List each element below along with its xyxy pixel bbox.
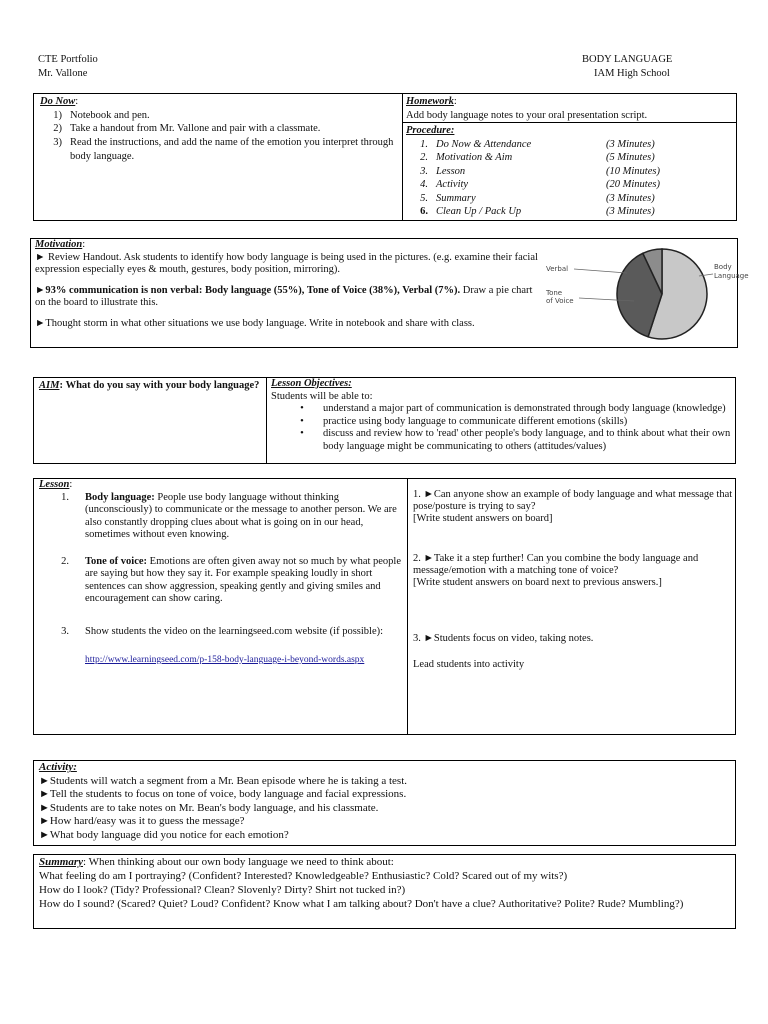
summary-question: How do I look? (Tidy? Professional? Clean? Slovenly? Dirty? Shirt not tucked in?) bbox=[39, 884, 406, 896]
do-now-item-text: Notebook and pen. bbox=[70, 109, 150, 121]
lesson-step-text: Emotions are often given away not so much by what people are saying but how they say it. For example speaking loudly in short sentences can show aggression, speaking gently and giving smiles and encouragement can show caring. bbox=[85, 555, 402, 604]
lesson-step-number: 1. bbox=[61, 491, 69, 503]
motivation-paragraph-3: ►Thought storm in what other situations we use body language. Write in notebook and share with class. bbox=[35, 317, 475, 329]
do-now-item-number: 3) bbox=[53, 136, 62, 148]
procedure-step bbox=[406, 205, 733, 219]
procedure-step bbox=[406, 165, 733, 179]
do-now-item-text: Take a handout from Mr. Vallone and pair with a classmate. bbox=[70, 123, 321, 135]
communication-stat: ►93% communication is non verbal: Body language (55%), Tone of Voice (38%), Verbal (7%). bbox=[35, 284, 461, 296]
lesson-heading: Lesson bbox=[39, 479, 70, 490]
objective-item bbox=[271, 416, 731, 429]
activity-line: ►What body language did you notice for each emotion? bbox=[39, 828, 289, 841]
summary-list bbox=[39, 869, 730, 911]
procedure-step-number: 1. bbox=[420, 138, 428, 150]
procedure-step-name: Clean Up / Pack Up bbox=[436, 206, 522, 218]
motivation-heading: Motivation bbox=[35, 239, 83, 250]
school-name: IAM High School bbox=[594, 67, 670, 79]
lesson-step bbox=[39, 492, 402, 542]
procedure-step-number: 6. bbox=[420, 206, 428, 218]
do-now-item bbox=[40, 136, 396, 163]
teacher-prompt bbox=[413, 489, 733, 525]
summary-question: How do I sound? (Scared? Quiet? Loud? Confident? Know what I am talking about? Don't have a clue? Authoritative? Polite? Rude? Mumbling?) bbox=[39, 898, 684, 910]
pie-label-tone-line2: of Voice bbox=[546, 297, 574, 305]
homework-heading: Homework bbox=[406, 96, 454, 107]
objectives-panel bbox=[271, 378, 731, 453]
lesson-step-title: Body language: bbox=[85, 491, 155, 503]
pie-instruction: Draw a pie chart on the board to illustrate this. bbox=[35, 284, 533, 308]
pie-label-body-line2: Language bbox=[714, 272, 749, 280]
do-now-item bbox=[40, 122, 396, 136]
procedure-step bbox=[406, 138, 733, 152]
procedure-step-time: (20 Minutes) bbox=[606, 179, 660, 191]
procedure-step-number: 4. bbox=[420, 179, 428, 191]
procedure-step-name: Lesson bbox=[436, 165, 466, 177]
lesson-step-text: People use body language without thinking (unconsciously) to communicate or the message to another person. We are also constantly dropping clues about what is going on in our head, sometimes without even knowing. bbox=[85, 491, 397, 540]
procedure-step bbox=[406, 178, 733, 192]
lesson-step bbox=[39, 556, 402, 606]
bullet-icon: • bbox=[300, 403, 304, 414]
teacher-prompts bbox=[413, 489, 733, 645]
objective-item bbox=[271, 428, 731, 453]
activity-heading: Activity: bbox=[39, 761, 77, 773]
summary-heading: Summary bbox=[39, 856, 84, 868]
pie-label-body-line1: Body bbox=[714, 263, 732, 271]
teacher-prompt bbox=[413, 553, 733, 589]
procedure-list bbox=[406, 138, 733, 219]
motivation-paragraph-2 bbox=[35, 285, 545, 310]
lesson-left-panel: Lesson: 1. Body language: People use body language without thinking (unconsciously) to communicate or the message to another person. We are also constantly dropping clues about what is going on in our head, sometimes without even knowing. 2. Tone of voice: Emotions are often given away not so much by what people are saying but how they say it. For example speaking loudly in short sentences can show aggression, speaking gently and giving smiles and encouragement can show caring. 3. Show students the video on the learningseed.com website (if possible): http://www.learningseed.com/p-158-body-language-i-beyond-words.aspx bbox=[34, 479, 408, 734]
lesson-step-content bbox=[85, 626, 383, 667]
procedure-step bbox=[406, 151, 733, 165]
header-right bbox=[582, 53, 672, 80]
procedure-step-time: (3 Minutes) bbox=[606, 138, 655, 150]
activity-list bbox=[39, 775, 730, 843]
procedure-panel bbox=[403, 123, 736, 220]
lesson-step-number: 3. bbox=[61, 625, 69, 637]
lesson-step-content bbox=[85, 492, 402, 542]
objective-text: practice using body language to communicate different emotions (skills) bbox=[323, 415, 628, 427]
pie-label-tone-line1: Tone bbox=[546, 289, 563, 297]
procedure-step-name: Motivation & Aim bbox=[436, 152, 513, 164]
teacher-prompt-question: 1. ►Can anyone show an example of body language and what message that pose/posture is trying to say? bbox=[413, 489, 733, 512]
do-now-list bbox=[40, 109, 396, 164]
lead-into-activity: Lead students into activity bbox=[413, 659, 525, 670]
lesson-step-number: 2. bbox=[61, 555, 69, 567]
procedure-step-name: Summary bbox=[436, 192, 476, 204]
do-now-item-number: 1) bbox=[53, 109, 62, 121]
aim-panel: AIM: What do you say with your body language? bbox=[34, 378, 267, 463]
do-now-item bbox=[40, 109, 396, 123]
procedure-step-time: (10 Minutes) bbox=[606, 165, 660, 177]
objectives-list bbox=[271, 403, 731, 453]
do-now-heading: Do Now bbox=[40, 96, 76, 107]
do-now-item-text: Read the instructions, and add the name of the emotion you interpret through body language. bbox=[70, 136, 394, 162]
lesson-step-content bbox=[85, 556, 402, 606]
teacher-prompt-note: [Write student answers on board next to previous answers.] bbox=[413, 577, 662, 588]
activity-line: ►Tell the students to focus on tone of voice, body language and facial expressions. bbox=[39, 788, 407, 800]
header-left bbox=[38, 53, 98, 80]
pie-leader-verbal bbox=[574, 269, 627, 273]
lesson-right-panel bbox=[413, 489, 733, 671]
activity-section bbox=[33, 760, 736, 846]
do-now-item-number: 2) bbox=[53, 123, 62, 135]
objectives-intro: Students will be able to: bbox=[271, 390, 373, 402]
objective-item bbox=[271, 403, 731, 416]
bullet-icon: • bbox=[300, 415, 304, 427]
course-name: CTE Portfolio bbox=[38, 54, 98, 65]
lesson-step-text: Show students the video on the learningseed.com website (if possible): bbox=[85, 625, 384, 637]
lesson-step bbox=[39, 626, 402, 667]
do-now-panel: Do Now: 1) Notebook and pen. 2) Take a handout from Mr. Vallone and pair with a classmate. 3) Read the instructions, and add the name of the emotion you interpret through body language. bbox=[34, 94, 403, 220]
procedure-step-time: (3 Minutes) bbox=[606, 206, 655, 218]
learningseed-video-link[interactable]: http://www.learningseed.com/p-158-body-language-i-beyond-words.aspx bbox=[85, 655, 365, 665]
lesson-steps bbox=[39, 492, 402, 667]
homework-text: Add body language notes to your oral presentation script. bbox=[406, 109, 648, 121]
procedure-step bbox=[406, 192, 733, 206]
activity-line: ►Students are to take notes on Mr. Bean's body language, and his classmate. bbox=[39, 801, 379, 814]
do-now-section bbox=[33, 93, 737, 221]
teacher-prompt-question: 3. ►Students focus on video, taking notes. bbox=[413, 633, 594, 644]
pie-label-verbal: Verbal bbox=[546, 265, 569, 273]
teacher-prompt-question: 2. ►Take it a step further! Can you combine the body language and message/emotion with a matching tone of voice? bbox=[413, 553, 699, 576]
teacher-name: Mr. Vallone bbox=[38, 67, 88, 79]
teacher-prompt bbox=[413, 633, 733, 645]
procedure-step-time: (3 Minutes) bbox=[606, 192, 655, 204]
procedure-step-name: Activity bbox=[436, 179, 469, 191]
activity-line: ►Students will watch a segment from a Mr. Bean episode where he is taking a test. bbox=[39, 774, 407, 787]
lesson-section bbox=[33, 478, 736, 735]
summary-section bbox=[33, 854, 736, 929]
lesson-title: BODY LANGUAGE bbox=[582, 54, 673, 65]
lesson-step-title: Tone of voice: bbox=[85, 555, 148, 567]
procedure-step-time: (5 Minutes) bbox=[606, 152, 655, 164]
objective-text: understand a major part of communication is demonstrated through body language (knowledge) bbox=[323, 403, 726, 414]
bullet-icon: • bbox=[300, 428, 304, 439]
motivation-paragraph-1: ► Review Handout. Ask students to identify how body language is being used in the pictures. (e.g. examine their facial expression especially eyes & mouth, gestures, body position, mirroring). bbox=[35, 251, 538, 275]
motivation-section: Motivation: ► Review Handout. Ask students to identify how body language is being used in the pictures. (e.g. examine their facial expression especially eyes & mouth, gestures, body position, mirroring). ►93% communication is non verbal: Body language (55%), Tone of Voice (38%), Verbal (7%). Draw a pie chart on the board to illustrate this. ►Thought storm in what other situations we use body language. Write in notebook and share with class. Verbal Tone of Voice Body Language bbox=[30, 238, 738, 348]
objective-text: discuss and review how to 'read' other people's body language, and to think about what their own body language might be communicating to others (attitudes/values) bbox=[323, 428, 731, 452]
procedure-heading: Procedure: bbox=[406, 125, 455, 136]
summary-intro: : When thinking about our own body language we need to think about: bbox=[83, 856, 394, 868]
procedure-step-number: 3. bbox=[420, 165, 428, 177]
procedure-step-name: Do Now & Attendance bbox=[436, 138, 532, 150]
procedure-step-number: 2. bbox=[420, 152, 428, 164]
procedure-step-number: 5. bbox=[420, 192, 428, 204]
aim-section bbox=[33, 377, 736, 464]
homework-panel: Homework: Add body language notes to your oral presentation script. Procedure: 1. Do Now & Attendance (3 Minutes) 2. Motivation & Aim (5 Minutes) 3. Lesson (10 Minutes) 4. Activity (20 Minutes) 5. Summary (3 Minutes) 6. Clean Up / Pack Up (3 Minutes) bbox=[403, 94, 736, 220]
teacher-prompt-note: [Write student answers on board] bbox=[413, 513, 553, 524]
objectives-heading: Lesson Objectives: bbox=[271, 378, 352, 389]
communication-pie-chart bbox=[541, 245, 749, 343]
activity-line: ►How hard/easy was it to guess the message? bbox=[39, 815, 245, 827]
aim-label: AIM bbox=[39, 380, 60, 391]
aim-text: What do you say with your body language? bbox=[65, 380, 260, 391]
summary-question: What feeling do am I portraying? (Confident? Interested? Knowledgeable? Enthusiastic? Cold? Scared out of my wits?) bbox=[39, 870, 568, 882]
